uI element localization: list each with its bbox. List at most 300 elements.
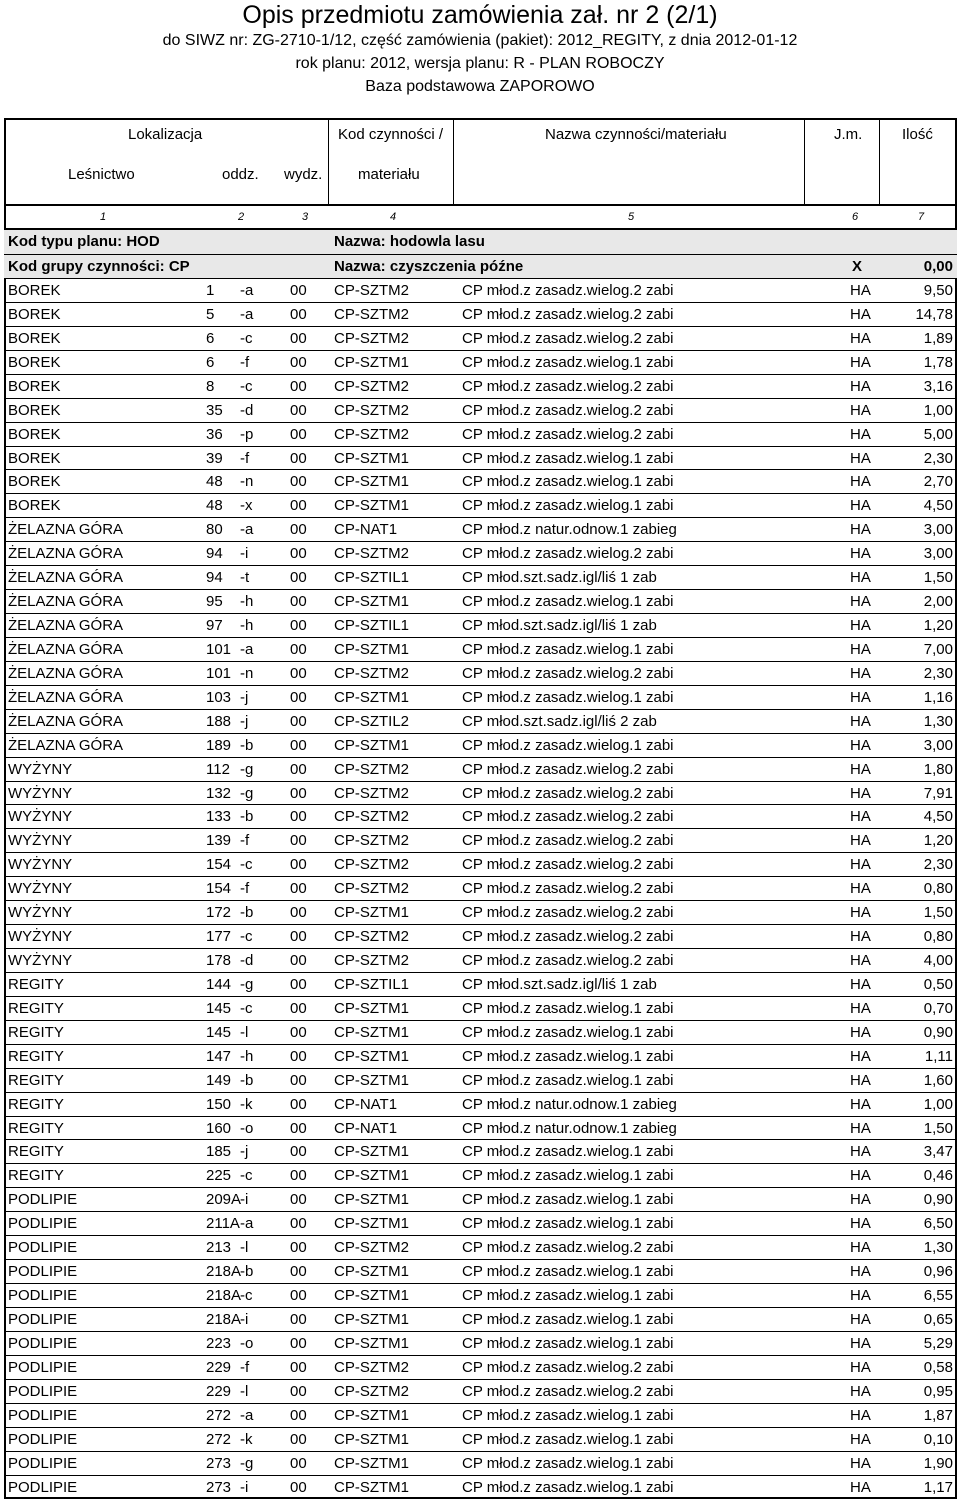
cell-jm: HA xyxy=(850,1478,871,1496)
cell-jm: HA xyxy=(850,353,871,371)
cell-wydz: 00 xyxy=(290,425,307,443)
cell-wydz: 00 xyxy=(290,1239,307,1257)
cell-oddz: 94 xyxy=(206,545,223,563)
cell-jm: HA xyxy=(850,449,871,467)
cell-nazwa: CP młod.z zasadz.wielog.1 zabi xyxy=(462,1310,674,1328)
cell-oddz: 188 xyxy=(206,712,232,730)
cell-nazwa: CP młod.z zasadz.wielog.2 zabi xyxy=(462,904,674,922)
cell-wydz: 00 xyxy=(290,712,307,730)
cell-ilosc: 3,16 xyxy=(923,377,953,395)
cell-jm: HA xyxy=(850,856,871,874)
cell-wydz-letter: -c xyxy=(240,377,253,395)
cell-kod: CP-SZTM1 xyxy=(334,1406,409,1424)
cell-oddz: 1 xyxy=(206,282,215,299)
cell-nazwa: CP młod.z zasadz.wielog.1 zabi xyxy=(462,353,674,371)
cell-wydz: 00 xyxy=(290,664,307,682)
cell-jm: HA xyxy=(850,1239,871,1257)
col-nazwa: Nazwa czynności/materiału xyxy=(545,126,727,143)
col-kod: Kod czynności / xyxy=(338,126,444,143)
cell-lesnictwo: PODLIPIE xyxy=(8,1478,78,1496)
cell-wydz: 00 xyxy=(290,353,307,371)
cell-kod: CP-SZTM1 xyxy=(334,353,409,371)
cell-kod: CP-SZTM1 xyxy=(334,497,409,515)
cell-kod: CP-SZTM2 xyxy=(334,401,409,419)
cell-ilosc: 0,46 xyxy=(923,1167,953,1185)
cell-oddz: 145 xyxy=(206,1023,232,1041)
cell-wydz-letter: -k xyxy=(240,1430,253,1448)
cell-jm: HA xyxy=(850,1382,871,1400)
cell-wydz-letter: -j xyxy=(240,712,249,730)
cell-kod: CP-SZTM2 xyxy=(334,856,409,874)
cell-lesnictwo: PODLIPIE xyxy=(8,1334,78,1352)
cell-wydz-letter: -c xyxy=(240,1167,253,1185)
cell-lesnictwo: WYŻYNY xyxy=(8,952,73,970)
table-row xyxy=(4,1475,957,1499)
cell-ilosc: 2,00 xyxy=(923,593,953,611)
table-row xyxy=(4,1139,957,1163)
cell-ilosc: 7,91 xyxy=(923,784,953,802)
cell-wydz-letter: -i xyxy=(240,1310,249,1328)
cell-ilosc: 3,47 xyxy=(923,1143,953,1161)
cell-ilosc: 0,95 xyxy=(923,1382,953,1400)
cell-kod: CP-SZTIL1 xyxy=(334,975,410,993)
cell-oddz: 229 xyxy=(206,1358,232,1376)
cell-kod: CP-SZTM1 xyxy=(334,904,409,922)
col-jm: J.m. xyxy=(834,126,863,143)
cell-wydz-letter: -c xyxy=(240,999,253,1017)
col-materialu: materiału xyxy=(358,166,420,183)
cell-wydz-letter: -n xyxy=(240,664,254,682)
cell-lesnictwo: PODLIPIE xyxy=(8,1382,78,1400)
cell-ilosc: 0,80 xyxy=(923,928,953,946)
cell-ilosc: 7,00 xyxy=(923,640,953,658)
column-divider xyxy=(328,118,329,206)
col-ilosc: Ilość xyxy=(902,126,933,143)
cell-lesnictwo: BOREK xyxy=(8,425,61,443)
cell-nazwa: CP młod.szt.sadz.igl/liś 2 zab xyxy=(462,712,657,730)
cell-nazwa: CP młod.z zasadz.wielog.2 zabi xyxy=(462,880,674,898)
cell-nazwa: CP młod.szt.sadz.igl/liś 1 zab xyxy=(462,617,657,635)
cell-kod: CP-SZTM1 xyxy=(334,1191,409,1209)
cell-wydz-letter: -b xyxy=(240,1071,254,1089)
cell-jm: HA xyxy=(850,1406,871,1424)
cell-wydz-letter: -f xyxy=(240,880,250,898)
cell-lesnictwo: REGITY xyxy=(8,1143,64,1161)
cell-ilosc: 9,50 xyxy=(923,282,953,299)
cell-ilosc: 0,90 xyxy=(923,1191,953,1209)
cell-oddz: 48 xyxy=(206,473,223,491)
cell-jm: HA xyxy=(850,593,871,611)
cell-jm: HA xyxy=(850,1095,871,1113)
cell-wydz: 00 xyxy=(290,1167,307,1185)
cell-kod: CP-SZTM1 xyxy=(334,1310,409,1328)
cell-nazwa: CP młod.z zasadz.wielog.2 zabi xyxy=(462,856,674,874)
cell-nazwa: CP młod.z zasadz.wielog.2 zabi xyxy=(462,425,674,443)
cell-nazwa: CP młod.z zasadz.wielog.2 zabi xyxy=(462,808,674,826)
cell-oddz: 225 xyxy=(206,1167,232,1185)
cell-wydz: 00 xyxy=(290,1263,307,1281)
cell-wydz: 00 xyxy=(290,1047,307,1065)
cell-nazwa: CP młod.z zasadz.wielog.2 zabi xyxy=(462,282,674,299)
cell-nazwa: CP młod.z zasadz.wielog.2 zabi xyxy=(462,1358,674,1376)
cell-wydz: 00 xyxy=(290,1454,307,1472)
cell-wydz-letter: -f xyxy=(240,353,250,371)
cell-wydz-letter: -o xyxy=(240,1119,254,1137)
cell-oddz: 147 xyxy=(206,1047,232,1065)
column-divider xyxy=(879,118,880,206)
table-row xyxy=(4,1163,957,1187)
cell-jm: HA xyxy=(850,952,871,970)
plan-type-code: Kod typu planu: HOD xyxy=(8,233,160,250)
cell-ilosc: 0,80 xyxy=(923,880,953,898)
table-row xyxy=(4,733,957,757)
cell-wydz: 00 xyxy=(290,1478,307,1496)
cell-ilosc: 1,30 xyxy=(923,712,953,730)
cell-nazwa: CP młod.z zasadz.wielog.2 zabi xyxy=(462,329,674,347)
cell-wydz: 00 xyxy=(290,1406,307,1424)
cell-wydz: 00 xyxy=(290,1287,307,1305)
cell-wydz: 00 xyxy=(290,1430,307,1448)
cell-kod: CP-SZTM2 xyxy=(334,664,409,682)
cell-jm: HA xyxy=(850,880,871,898)
cell-jm: HA xyxy=(850,975,871,993)
cell-wydz-letter: -h xyxy=(240,617,254,635)
cell-nazwa: CP młod.z zasadz.wielog.1 zabi xyxy=(462,1478,674,1496)
cell-ilosc: 1,50 xyxy=(923,904,953,922)
cell-wydz-letter: -f xyxy=(240,832,250,850)
cell-ilosc: 1,00 xyxy=(923,401,953,419)
cell-wydz-letter: -c xyxy=(240,1287,253,1305)
cell-lesnictwo: REGITY xyxy=(8,999,64,1017)
cell-nazwa: CP młod.z zasadz.wielog.1 zabi xyxy=(462,1167,674,1185)
cell-wydz: 00 xyxy=(290,329,307,347)
cell-lesnictwo: REGITY xyxy=(8,1023,64,1041)
table-row xyxy=(4,1187,957,1211)
cell-wydz-letter: -g xyxy=(240,975,254,993)
group-jm: X xyxy=(852,258,863,275)
cell-nazwa: CP młod.z zasadz.wielog.1 zabi xyxy=(462,1454,674,1472)
cell-kod: CP-SZTIL1 xyxy=(334,569,410,587)
cell-lesnictwo: PODLIPIE xyxy=(8,1263,78,1281)
cell-oddz: 139 xyxy=(206,832,232,850)
cell-kod: CP-SZTM1 xyxy=(334,593,409,611)
cell-wydz: 00 xyxy=(290,449,307,467)
cell-lesnictwo: PODLIPIE xyxy=(8,1406,78,1424)
cell-lesnictwo: PODLIPIE xyxy=(8,1430,78,1448)
cell-nazwa: CP młod.z zasadz.wielog.1 zabi xyxy=(462,1143,674,1161)
cell-wydz-letter: -a xyxy=(240,1406,254,1424)
cell-kod: CP-SZTM2 xyxy=(334,760,409,778)
cell-ilosc: 1,90 xyxy=(923,1454,953,1472)
cell-nazwa: CP młod.z zasadz.wielog.1 zabi xyxy=(462,1047,674,1065)
cell-lesnictwo: ŻELAZNA GÓRA xyxy=(8,664,124,682)
cell-wydz: 00 xyxy=(290,1095,307,1113)
cell-kod: CP-SZTM1 xyxy=(334,688,409,706)
col-number: 5 xyxy=(628,211,635,223)
cell-jm: HA xyxy=(850,1454,871,1472)
cell-ilosc: 5,00 xyxy=(923,425,953,443)
cell-nazwa: CP młod.z zasadz.wielog.1 zabi xyxy=(462,1071,674,1089)
cell-jm: HA xyxy=(850,1143,871,1161)
cell-wydz: 00 xyxy=(290,928,307,946)
cell-oddz: 211A xyxy=(206,1215,240,1233)
cell-jm: HA xyxy=(850,736,871,754)
cell-wydz-letter: -k xyxy=(240,1095,253,1113)
cell-oddz: 177 xyxy=(206,928,232,946)
table-row xyxy=(4,541,957,565)
table-row xyxy=(4,1427,957,1451)
group-name: Nazwa: czyszczenia późne xyxy=(334,258,524,275)
table-row xyxy=(4,1092,957,1116)
cell-ilosc: 1,80 xyxy=(923,760,953,778)
table-row xyxy=(4,1379,957,1403)
cell-oddz: 160 xyxy=(206,1119,232,1137)
cell-wydz: 00 xyxy=(290,999,307,1017)
cell-ilosc: 1,87 xyxy=(923,1406,953,1424)
cell-kod: CP-SZTM2 xyxy=(334,928,409,946)
cell-ilosc: 1,30 xyxy=(923,1239,953,1257)
cell-wydz-letter: -b xyxy=(240,736,254,754)
cell-jm: HA xyxy=(850,999,871,1017)
cell-kod: CP-SZTIL2 xyxy=(334,712,410,730)
cell-kod: CP-SZTM1 xyxy=(334,1023,409,1041)
cell-ilosc: 1,50 xyxy=(923,1119,953,1137)
cell-nazwa: CP młod.z natur.odnow.1 zabieg xyxy=(462,1119,677,1137)
table-row xyxy=(4,876,957,900)
cell-oddz: 36 xyxy=(206,425,223,443)
cell-kod: CP-SZTM1 xyxy=(334,1071,409,1089)
cell-jm: HA xyxy=(850,760,871,778)
cell-oddz: 273 xyxy=(206,1478,232,1496)
cell-jm: HA xyxy=(850,1071,871,1089)
cell-oddz: 178 xyxy=(206,952,232,970)
cell-jm: HA xyxy=(850,401,871,419)
cell-oddz: 149 xyxy=(206,1071,232,1089)
cell-nazwa: CP młod.z zasadz.wielog.1 zabi xyxy=(462,1334,674,1352)
plan-type-row xyxy=(4,230,957,254)
cell-kod: CP-SZTM1 xyxy=(334,1047,409,1065)
cell-ilosc: 0,58 xyxy=(923,1358,953,1376)
cell-wydz: 00 xyxy=(290,1023,307,1041)
cell-oddz: 154 xyxy=(206,880,232,898)
cell-wydz-letter: -a xyxy=(240,305,254,323)
cell-oddz: 101 xyxy=(206,640,232,658)
cell-nazwa: CP młod.z zasadz.wielog.1 zabi xyxy=(462,1263,674,1281)
cell-wydz-letter: -l xyxy=(240,1382,249,1400)
cell-nazwa: CP młod.z zasadz.wielog.2 zabi xyxy=(462,760,674,778)
table-row xyxy=(4,374,957,398)
cell-kod: CP-SZTM1 xyxy=(334,1454,409,1472)
table-row xyxy=(4,709,957,733)
cell-lesnictwo: BOREK xyxy=(8,329,61,347)
cell-oddz: 223 xyxy=(206,1334,232,1352)
cell-lesnictwo: BOREK xyxy=(8,473,61,491)
cell-ilosc: 1,11 xyxy=(924,1047,953,1065)
cell-wydz: 00 xyxy=(290,808,307,826)
cell-ilosc: 3,00 xyxy=(923,736,953,754)
cell-oddz: 133 xyxy=(206,808,232,826)
col-wydz: wydz. xyxy=(284,166,323,183)
cell-oddz: 218A xyxy=(206,1287,242,1305)
cell-lesnictwo: WYŻYNY xyxy=(8,928,73,946)
table-row xyxy=(4,278,957,302)
col-number: 1 xyxy=(100,211,107,223)
cell-wydz-letter: -h xyxy=(240,1047,254,1065)
cell-ilosc: 6,50 xyxy=(923,1215,953,1233)
cell-oddz: 144 xyxy=(206,975,232,993)
cell-wydz: 00 xyxy=(290,545,307,563)
cell-oddz: 80 xyxy=(206,521,223,539)
table-row xyxy=(4,637,957,661)
cell-nazwa: CP młod.z zasadz.wielog.1 zabi xyxy=(462,640,674,658)
table-row xyxy=(4,1211,957,1235)
cell-lesnictwo: WYŻYNY xyxy=(8,784,73,802)
table-row xyxy=(4,1355,957,1379)
cell-ilosc: 0,70 xyxy=(923,999,953,1017)
cell-lesnictwo: BOREK xyxy=(8,353,61,371)
cell-nazwa: CP młod.z zasadz.wielog.2 zabi xyxy=(462,545,674,563)
cell-ilosc: 0,50 xyxy=(923,975,953,993)
cell-lesnictwo: WYŻYNY xyxy=(8,880,73,898)
cell-jm: HA xyxy=(850,712,871,730)
table-row xyxy=(4,326,957,350)
cell-wydz: 00 xyxy=(290,1310,307,1328)
cell-oddz: 101 xyxy=(206,664,232,682)
cell-kod: CP-SZTM2 xyxy=(334,1239,409,1257)
cell-jm: HA xyxy=(850,832,871,850)
cell-oddz: 39 xyxy=(206,449,223,467)
cell-kod: CP-SZTM1 xyxy=(334,1334,409,1352)
cell-ilosc: 1,00 xyxy=(923,1095,953,1113)
cell-jm: HA xyxy=(850,617,871,635)
cell-ilosc: 0,90 xyxy=(923,1023,953,1041)
header-separator xyxy=(4,204,957,206)
cell-nazwa: CP młod.z zasadz.wielog.1 zabi xyxy=(462,1023,674,1041)
cell-lesnictwo: BOREK xyxy=(8,401,61,419)
cell-jm: HA xyxy=(850,282,871,299)
cell-wydz: 00 xyxy=(290,1358,307,1376)
cell-ilosc: 2,70 xyxy=(923,473,953,491)
table-row xyxy=(4,852,957,876)
cell-wydz-letter: -c xyxy=(240,329,253,347)
cell-nazwa: CP młod.z zasadz.wielog.1 zabi xyxy=(462,1215,674,1233)
cell-lesnictwo: ŻELAZNA GÓRA xyxy=(8,617,124,635)
cell-lesnictwo: PODLIPIE xyxy=(8,1310,78,1328)
cell-nazwa: CP młod.z zasadz.wielog.1 zabi xyxy=(462,593,674,611)
cell-jm: HA xyxy=(850,1358,871,1376)
cell-wydz: 00 xyxy=(290,282,307,299)
col-number: 3 xyxy=(302,211,309,223)
cell-ilosc: 1,20 xyxy=(923,617,953,635)
cell-wydz-letter: -f xyxy=(240,1358,250,1376)
cell-nazwa: CP młod.z zasadz.wielog.2 zabi xyxy=(462,401,674,419)
cell-wydz: 00 xyxy=(290,1119,307,1137)
cell-oddz: 145 xyxy=(206,999,232,1017)
table-row xyxy=(4,1068,957,1092)
cell-nazwa: CP młod.szt.sadz.igl/liś 1 zab xyxy=(462,569,657,587)
cell-lesnictwo: BOREK xyxy=(8,497,61,515)
cell-oddz: 189 xyxy=(206,736,232,754)
cell-kod: CP-SZTM1 xyxy=(334,1287,409,1305)
cell-oddz: 209A xyxy=(206,1191,242,1209)
cell-wydz-letter: -j xyxy=(240,1143,249,1161)
cell-nazwa: CP młod.z zasadz.wielog.1 zabi xyxy=(462,1191,674,1209)
cell-wydz: 00 xyxy=(290,1334,307,1352)
table-row xyxy=(4,1259,957,1283)
cell-jm: HA xyxy=(850,473,871,491)
cell-lesnictwo: PODLIPIE xyxy=(8,1287,78,1305)
cell-wydz: 00 xyxy=(290,688,307,706)
table-row xyxy=(4,948,957,972)
cell-ilosc: 1,16 xyxy=(923,688,953,706)
cell-jm: HA xyxy=(850,497,871,515)
cell-lesnictwo: WYŻYNY xyxy=(8,904,73,922)
cell-jm: HA xyxy=(850,1334,871,1352)
cell-kod: CP-SZTM1 xyxy=(334,999,409,1017)
cell-ilosc: 1,89 xyxy=(923,329,953,347)
cell-nazwa: CP młod.z zasadz.wielog.1 zabi xyxy=(462,688,674,706)
cell-oddz: 172 xyxy=(206,904,232,922)
cell-wydz-letter: -d xyxy=(240,401,254,419)
cell-ilosc: 3,00 xyxy=(923,521,953,539)
cell-wydz-letter: -d xyxy=(240,952,254,970)
cell-ilosc: 1,60 xyxy=(923,1071,953,1089)
cell-jm: HA xyxy=(850,1047,871,1065)
cell-lesnictwo: PODLIPIE xyxy=(8,1358,78,1376)
cell-jm: HA xyxy=(850,808,871,826)
cell-wydz-letter: -o xyxy=(240,1334,254,1352)
cell-wydz: 00 xyxy=(290,832,307,850)
cell-jm: HA xyxy=(850,1310,871,1328)
cell-ilosc: 5,29 xyxy=(923,1334,953,1352)
cell-lesnictwo: REGITY xyxy=(8,975,64,993)
cell-nazwa: CP młod.z zasadz.wielog.2 zabi xyxy=(462,1382,674,1400)
cell-wydz: 00 xyxy=(290,1071,307,1089)
table-row xyxy=(4,996,957,1020)
cell-jm: HA xyxy=(850,640,871,658)
cell-kod: CP-NAT1 xyxy=(334,1095,398,1113)
cell-kod: CP-SZTM2 xyxy=(334,1358,409,1376)
cell-nazwa: CP młod.z zasadz.wielog.1 zabi xyxy=(462,999,674,1017)
col-number: 6 xyxy=(852,211,859,223)
col-oddz: oddz. xyxy=(222,166,259,183)
cell-nazwa: CP młod.z zasadz.wielog.2 zabi xyxy=(462,664,674,682)
activity-group-row xyxy=(4,254,957,278)
group-qty: 0,00 xyxy=(923,258,953,275)
cell-kod: CP-SZTM1 xyxy=(334,449,409,467)
cell-wydz-letter: -i xyxy=(240,545,249,563)
document-title: Opis przedmiotu zamówienia zał. nr 2 (2/1) xyxy=(242,1,718,29)
cell-wydz-letter: -a xyxy=(240,521,254,539)
cell-ilosc: 6,55 xyxy=(923,1287,953,1305)
cell-jm: HA xyxy=(850,1191,871,1209)
cell-jm: HA xyxy=(850,904,871,922)
cell-wydz: 00 xyxy=(290,1143,307,1161)
cell-kod: CP-NAT1 xyxy=(334,1119,398,1137)
cell-nazwa: CP młod.z zasadz.wielog.1 zabi xyxy=(462,473,674,491)
cell-lesnictwo: BOREK xyxy=(8,282,61,299)
cell-jm: HA xyxy=(850,329,871,347)
cell-lesnictwo: REGITY xyxy=(8,1071,64,1089)
cell-kod: CP-SZTM2 xyxy=(334,377,409,395)
cell-lesnictwo: ŻELAZNA GÓRA xyxy=(8,569,124,587)
cell-oddz: 272 xyxy=(206,1406,232,1424)
table-row xyxy=(4,613,957,637)
cell-jm: HA xyxy=(850,1287,871,1305)
cell-wydz-letter: -j xyxy=(240,688,249,706)
cell-oddz: 272 xyxy=(206,1430,232,1448)
cell-oddz: 35 xyxy=(206,401,223,419)
